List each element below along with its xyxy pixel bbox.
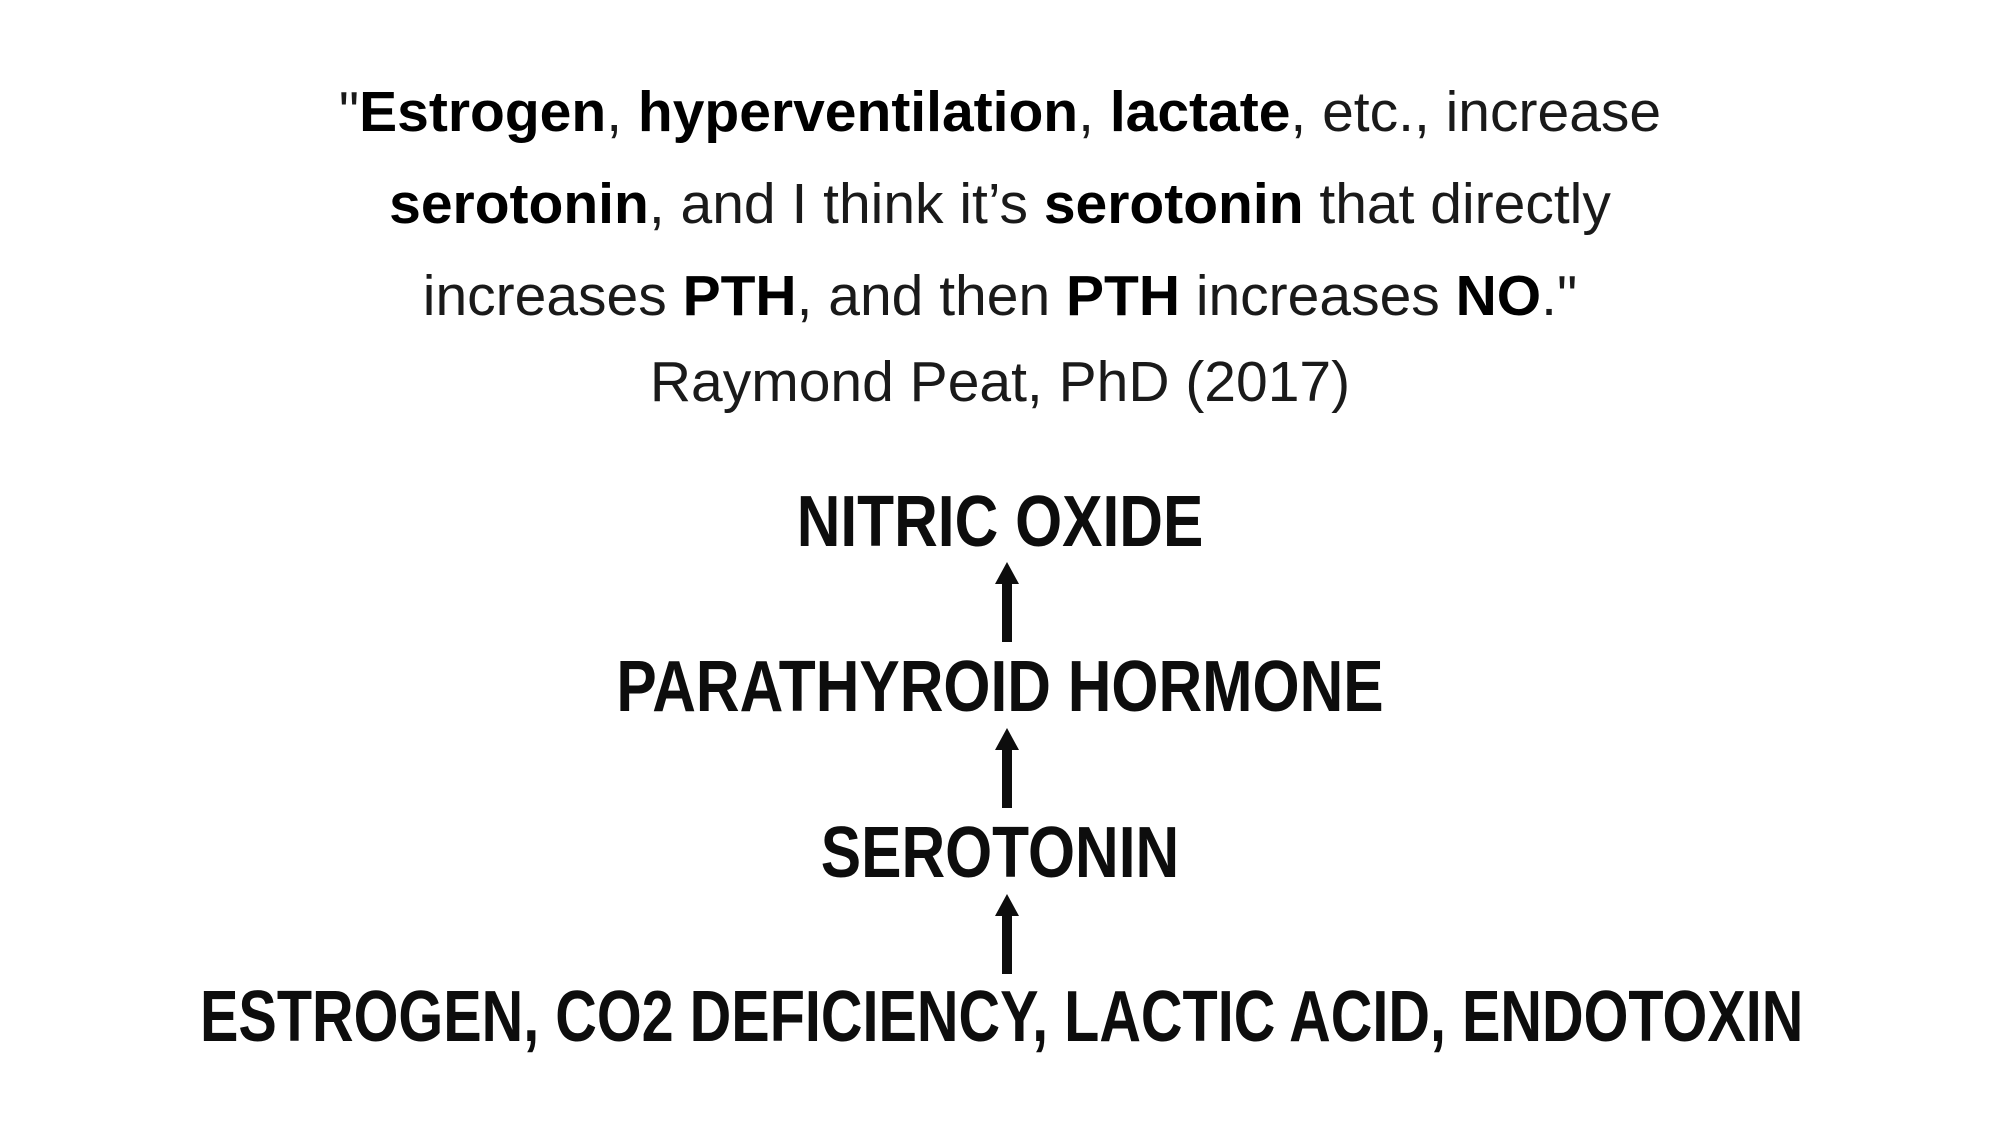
quote-line	[0, 158, 2000, 250]
quote-attribution: Raymond Peat, PhD (2017)	[649, 350, 1351, 414]
arrow-up-icon	[987, 560, 1027, 644]
quote-line	[0, 250, 2000, 342]
quote-text: , and I think it’s	[648, 172, 1044, 236]
quote-text: ,	[606, 80, 638, 144]
quote-text: ,	[1078, 80, 1110, 144]
arrow-up-icon	[987, 892, 1027, 976]
quote-text: "	[338, 80, 360, 144]
quote-text: ."	[1541, 264, 1578, 328]
quote-text: , and then	[796, 264, 1066, 328]
quote-emphasis: lactate	[1109, 80, 1291, 144]
quote-text: that directly	[1303, 172, 1611, 236]
quote-emphasis: serotonin	[389, 172, 649, 236]
quote-text: increases	[422, 264, 683, 328]
quote-text: , etc., increase	[1290, 80, 1662, 144]
arrow-up-icon	[987, 726, 1027, 810]
quote-emphasis: Estrogen	[359, 80, 607, 144]
quote-emphasis: serotonin	[1043, 172, 1304, 236]
quote-text: increases	[1179, 264, 1456, 328]
quote-line	[0, 66, 2000, 158]
flow-node-nitric-oxide: NITRIC OXIDE	[796, 482, 1204, 562]
flow-node-parathyroid-hormone: PARATHYROID HORMONE	[616, 647, 1384, 727]
quote-emphasis: hyperventilation	[637, 80, 1079, 144]
quote-block	[0, 66, 2000, 342]
quote-emphasis: NO	[1455, 264, 1542, 328]
quote-emphasis: PTH	[1065, 264, 1180, 328]
flow-node-causes: ESTROGEN, CO2 DEFICIENCY, LACTIC ACID, ENDOTOXIN	[200, 977, 1804, 1057]
flow-node-serotonin: SEROTONIN	[820, 813, 1180, 893]
quote-emphasis: PTH	[682, 264, 797, 328]
